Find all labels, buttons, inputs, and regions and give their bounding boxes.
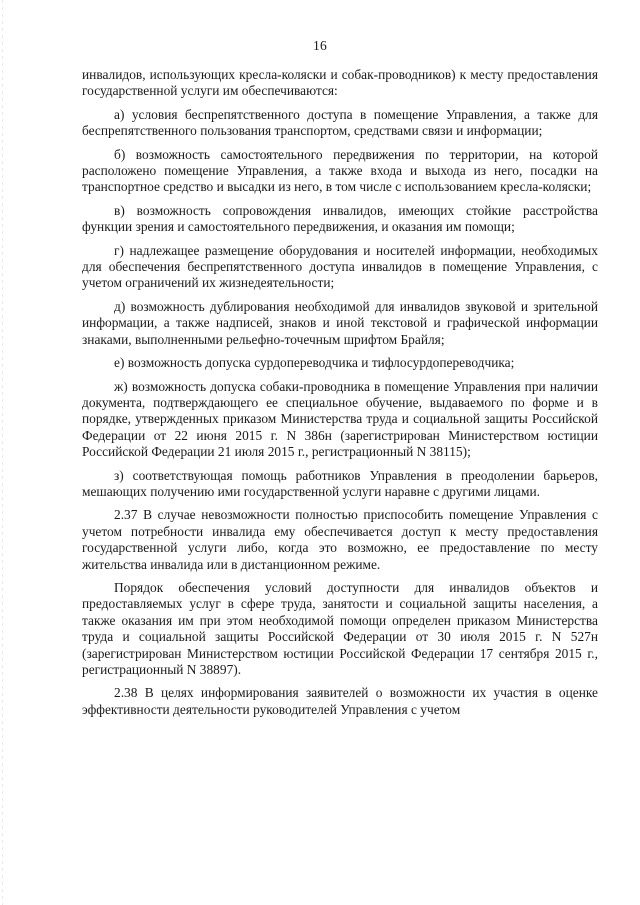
list-item-zh: ж) возможность допуска собаки-проводника в помещение Управления при наличии документа, подтверждающего ее специальное обучение, выдаваемого по форме и в порядке, утвержденных приказом Министерства труда и социальной защиты Российской Федерации от 22 июня 2015 г. N 386н (зарегистрирован Министерством юстиции Российской Федерации 21 июля 2015 г., регистрационный N 38115); bbox=[82, 378, 598, 460]
list-item-v: в) возможность сопровождения инвалидов, имеющих стойкие расстройства функции зрения и самостоятельного передвижения, и оказания им помощи; bbox=[82, 202, 598, 235]
paragraph-continuation: инвалидов, использующих кресла-коляски и собак-проводников) к месту предоставления государственной услуги им обеспечиваются: bbox=[82, 67, 598, 99]
list-item-z: з) соответствующая помощь работников Управления в преодолении барьеров, мешающих получению ими государственной услуги наравне с другими лицами. bbox=[82, 467, 598, 499]
list-item-a: а) условия беспрепятственного доступа в помещение Управления, а также для беспрепятственного пользования транспортом, средствами связи и информации; bbox=[82, 106, 598, 139]
paragraph-accessibility-order: Порядок обеспечения условий доступности для инвалидов объектов и предоставляемых услуг в сфере труда, занятости и социальной защиты населения, а также оказания им при этом необходимой помощи определен приказом Министерства труда и социальной защиты Российской Федерации от 30 июля 2015 г. N 527н (зарегистрирован Министерством юстиции Российской Федерации 17 сентября 2015 г., регистрационный N 38897). bbox=[82, 579, 598, 677]
scan-edge bbox=[2, 0, 3, 905]
section-2-37: 2.37 В случае невозможности полностью приспособить помещение Управления с учетом потребности инвалида ему обеспечивается доступ к месту предоставления государственной услуги либо, когда это возможно, ее предоставление по месту жительства инвалида или в дистанционном режиме. bbox=[82, 507, 598, 572]
list-item-b: б) возможность самостоятельного передвижения по территории, на которой расположено помещение Управления, а также входа и выхода из него, посадки на транспортное средство и высадки из него, в том числе с использованием кресла-коляски; bbox=[82, 146, 598, 195]
list-item-g: г) надлежащее размещение оборудования и носителей информации, необходимых для обеспечения беспрепятственного доступа инвалидов в помещение Управления, с учетом ограничений их жизнедеятельности; bbox=[82, 242, 598, 291]
list-item-e: е) возможность допуска сурдопереводчика и тифлосурдопереводчика; bbox=[114, 355, 515, 371]
list-item-d: д) возможность дублирования необходимой для инвалидов звуковой и зрительной информации, а также надписей, знаков и иной текстовой и графической информации знаками, выполненными рельефно-точечным шрифтом Брайля; bbox=[82, 298, 598, 347]
document-body bbox=[82, 67, 598, 725]
page-number: 16 bbox=[313, 38, 327, 53]
section-2-38: 2.38 В целях информирования заявителей о возможности их участия в оценке эффективности деятельности руководителей Управления с учетом bbox=[82, 685, 598, 717]
